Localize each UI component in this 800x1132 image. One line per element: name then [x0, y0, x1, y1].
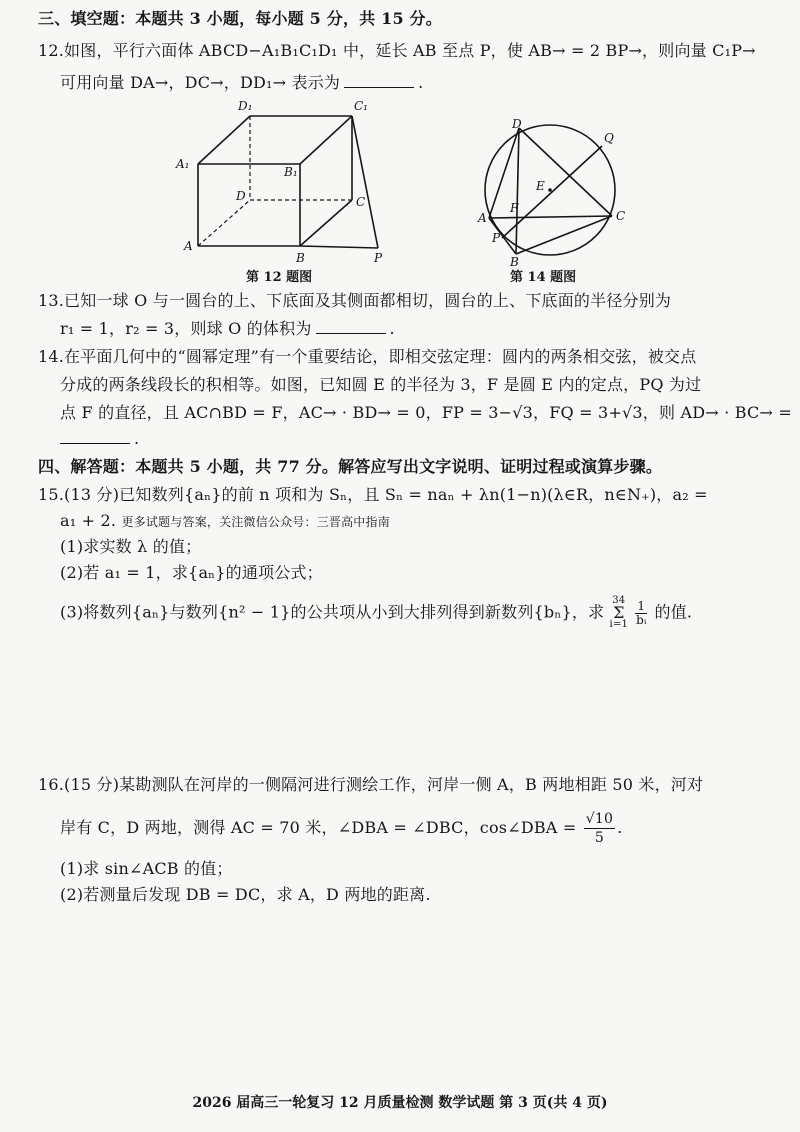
q16-line-2-text: 岸有 C，D 两地，测得 AC = 70 米，∠DBA = ∠DBC，cos∠DBA = — [60, 818, 577, 837]
label-P-14: P — [492, 231, 501, 245]
q14-line-4-end: . — [134, 429, 140, 448]
q15-sum-symbol — [610, 596, 629, 630]
label-A1: A₁ — [176, 157, 190, 171]
q16-part-1: (1)求 sin∠ACB 的值； — [60, 859, 233, 878]
q15-part-3-end: 的值. — [654, 602, 693, 622]
segment-C1P — [352, 116, 378, 248]
label-B: B — [296, 251, 305, 265]
q15-part-3 — [60, 596, 692, 630]
q15-frac-den: bᵢ — [636, 612, 647, 627]
q16-line-1: 16.(15 分)某勘测队在河岸的一侧隔河进行测绘工作，河岸一侧 A，B 两地相距 50 米，河对 — [38, 775, 704, 794]
q13-answer-blank — [316, 319, 386, 334]
page-footer: 2026 届高三一轮复习 12 月质量检测 数学试题 第 3 页(共 4 页) — [192, 1095, 608, 1111]
q12-line-2 — [60, 72, 423, 94]
q16-cos-fraction — [584, 810, 615, 847]
q16-part-2: (2)若测量后发现 DB = DC，求 A，D 两地的距离. — [60, 885, 431, 904]
q13-line-2-text: r₁ = 1，r₂ = 3，则球 O 的体积为 — [60, 319, 312, 338]
q12-line-2-text: 可用向量 DA→，DC→，DD₁→ 表示为 — [60, 73, 341, 92]
q13-line-1: 13.已知一球 O 与一圆台的上、下底面及其侧面都相切，圆台的上、下底面的半径分别为 — [38, 291, 672, 310]
edge-BP — [300, 246, 378, 248]
q15-watermark-note: 更多试题与答案，关注微信公众号：三晋高中指南 — [121, 515, 390, 529]
q12-line-1: 12.如图，平行六面体 ABCD−A₁B₁C₁D₁ 中，延长 AB 至点 P，使 AB→ = 2 BP→，则向量 C₁P→ — [38, 41, 756, 60]
label-Q: Q — [604, 131, 614, 145]
label-D1: D₁ — [238, 99, 253, 113]
label-P: P — [374, 251, 383, 265]
q15-frac-num: 1 — [637, 598, 646, 613]
label-B-14: B — [510, 255, 519, 268]
q15-fraction — [635, 600, 647, 627]
figure-14-circle — [474, 116, 644, 268]
label-C: C — [356, 195, 366, 209]
q16-line-2-end: . — [617, 818, 623, 837]
q16-line-2 — [60, 808, 622, 848]
figure-14-caption: 第 14 题图 — [510, 270, 577, 285]
q15-part-3-text: (3)将数列{aₙ}与数列{n² − 1}的公共项从小到大排列得到新数列{bₙ}，求 — [60, 602, 605, 622]
q12-answer-blank — [344, 73, 414, 88]
q15-line-2 — [60, 510, 390, 533]
q15-sum-upper: 34 — [612, 595, 626, 606]
label-A: A — [184, 239, 193, 253]
q15-line-2a: a₁ + 2. — [60, 511, 117, 530]
q14-line-4 — [60, 428, 139, 450]
label-D-14: D — [512, 117, 522, 131]
chord-DB — [516, 128, 519, 254]
q13-line-2 — [60, 318, 395, 340]
label-E: E — [536, 179, 545, 193]
q15-line-1: 15.(13 分)已知数列{aₙ}的前 n 项和为 Sₙ，且 Sₙ = naₙ + λn(1−n)(λ∈R，n∈N₊)，a₂ = — [38, 485, 708, 504]
section-4-heading: 四、解答题：本题共 5 小题，共 77 分。解答应写出文字说明、证明过程或演算步骤。 — [38, 457, 663, 476]
edge-A1D1 — [198, 116, 250, 164]
label-F: F — [510, 201, 519, 215]
q15-sigma: Σ — [613, 603, 625, 622]
q14-answer-blank — [60, 429, 130, 444]
q13-line-2-end: . — [389, 319, 395, 338]
q14-line-2: 分成的两条线段长的积相等。如图，已知圆 E 的半径为 3，F 是圆 E 内的定点，PQ 为过 — [60, 375, 702, 394]
edge-B1C1 — [300, 116, 352, 164]
figure-12-caption: 第 12 题图 — [246, 270, 313, 285]
label-B1: B₁ — [284, 165, 298, 179]
edge-BC — [300, 200, 352, 246]
label-C-14: C — [616, 209, 626, 223]
q15-part-2: (2)若 a₁ = 1，求{aₙ}的通项公式； — [60, 563, 323, 582]
q15-part-1: (1)求实数 λ 的值； — [60, 537, 202, 556]
q15-sum-lower: i=1 — [609, 619, 629, 630]
q14-line-1: 14.在平面几何中的“圆幂定理”有一个重要结论，即相交弦定理：圆内的两条相交弦，被交点 — [38, 347, 697, 366]
chord-AC — [489, 216, 612, 218]
q12-line-2-end: . — [418, 73, 424, 92]
q16-frac-den: 5 — [594, 830, 604, 846]
chord-DC — [519, 128, 612, 216]
section-3-heading: 三、填空题：本题共 3 小题，每小题 5 分，共 15 分。 — [38, 9, 442, 28]
label-C1: C₁ — [354, 99, 368, 113]
center-E-dot — [548, 188, 552, 192]
q16-frac-num: √10 — [585, 811, 614, 827]
label-D: D — [236, 189, 246, 203]
hidden-edge-AD — [198, 200, 250, 246]
label-A-14: A — [478, 211, 487, 225]
figure-12-parallelepiped — [170, 96, 400, 271]
q14-line-3: 点 F 的直径，且 AC∩BD = F，AC→ · BD→ = 0，FP = 3−√3，FQ = 3+√3，则 AD→ · BC→ = — [60, 403, 792, 422]
